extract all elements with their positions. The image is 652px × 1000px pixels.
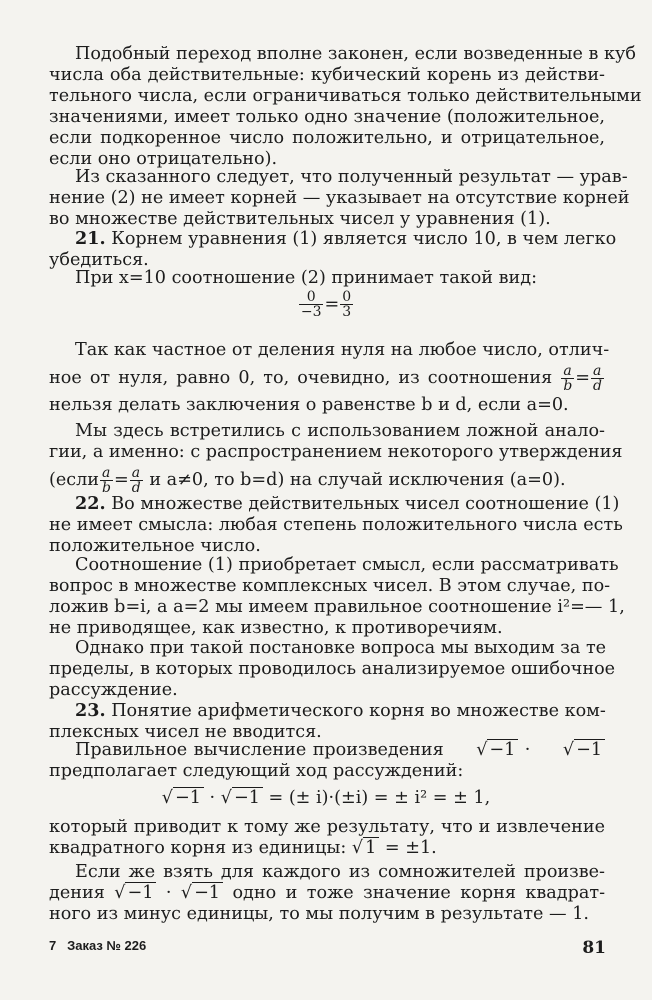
paragraph-1 [49,44,642,170]
paragraph-4 [49,268,605,289]
text-line: Если же взять для каждого из сомножителей произве- [75,862,605,882]
section-number: 22. [75,493,106,514]
paragraph-9 [49,638,616,701]
text-line: плексных чисел не вводится. [49,722,322,742]
text-line: не приводящее, как известно, к противоречиям. [49,618,503,638]
paragraph-11 [49,740,605,782]
text-line: ное от нуля, равно 0, то, очевидно, из соотношения $\frac{a}{b}$ = $\frac{a}{d}$ [49,362,603,394]
fraction: $\frac{0}{-3}$ [300,289,322,320]
text-line: во множестве действительных чисел у уравнения (1). [49,209,551,229]
text-line: если оно отрицательно). [49,149,278,169]
text-line: Понятие арифметического корня во множестве ком- [105,701,606,721]
text-line: Мы здесь встретились с использованием ложной анало- [75,421,605,441]
paragraph-8 [49,555,625,639]
text-line: Соотношение (1) приобретает смысл, если рассматривать [75,555,619,575]
text-line: дения √ −1 · √ −1 одно и тоже значение корня квадрат- [49,883,606,903]
text-line: Однако при такой постановке вопроса мы выходим за те [75,638,607,658]
text-line: если подкоренное число положительно, и отрицательное, [49,128,605,148]
text-line: Корнем уравнения (1) является число 10, в чем легко [105,229,617,249]
fraction: $\frac{0}{3}$ [342,289,352,320]
text-line: вопрос в множестве комплексных чисел. В этом случае, по- [49,576,611,596]
text-line: квадратного корня из единицы: √ 1 = ±1. [49,838,437,858]
paragraph-21 [49,228,617,271]
text-line: ложив b=i, а a=2 мы имеем правильное соотношение i²=— 1, [49,597,625,617]
paragraph-12 [49,817,605,859]
paragraph-13 [49,862,605,925]
text-line: Подобный переход вполне законен, если возведенные в куб [75,44,636,64]
text-line: ного из минус единицы, то мы получим в результате — 1. [49,904,589,924]
text-line: нельзя делать заключения о равенстве b и d, если a=0. [49,395,569,415]
sqrt-expression: √ −1 [537,740,605,761]
text-line: (если $\frac{a}{b}$ = $\frac{a}{d}$ и a≠0, то b=d) на случай исключения (a=0). [49,464,566,496]
text-line: предполагает следующий ход рассуждений: [49,761,464,781]
paragraph-5 [49,340,610,416]
text-line: гии, а именно: с распространением некоторого утверждения [49,442,623,462]
text-line: пределы, в которых проводилось анализируемое ошибочное [49,659,616,679]
paragraph-23 [49,700,605,743]
text-line: Из сказанного следует, что полученный результат — урав- [75,167,628,187]
paragraph-2 [49,167,630,230]
sheet-signature: 7 Заказ № 226 [49,938,147,953]
text-line: тельного числа, если ограничиваться только действительными [49,86,642,106]
equation-2: √ −1 · √ −1 = (± i)·(±i) = ± i² = ± 1, [161,788,491,808]
sqrt-expression: √ −1 [450,740,518,761]
text-line: числа оба действительные: кубический корень из действи- [49,65,605,85]
paragraph-22 [49,493,623,557]
text-line: который приводит к тому же результату, что и извлечение [49,817,605,837]
text-line: не имеет смысла: любая степень положительного числа есть [49,515,623,535]
sqrt-expression: √ 1 [352,838,379,859]
section-number: 23. [75,700,106,721]
text-line: Правильное вычисление произведения √ −1 · √ −1 [49,740,605,761]
section-number: 21. [75,228,106,249]
page-number: 81 [582,938,606,958]
text-line: положительное число. [49,536,261,556]
text-line: Во множестве действительных чисел соотношение (1) [105,494,620,514]
text-line: рассуждение. [49,680,178,700]
text-line: нение (2) не имеет корней — указывает на отсутствие корней [49,188,630,208]
equation-1: $\frac{0}{-3}$ = $\frac{0}{3}$ [300,289,352,320]
text-line: При x=10 соотношение (2) принимает такой вид: [75,268,537,288]
text-line: Так как частное от деления нуля на любое число, отлич- [75,340,610,360]
text-line: значениями, имеет только одно значение (положительное, [49,107,605,127]
text-line: убедиться. [49,250,149,270]
paragraph-6 [49,421,623,497]
